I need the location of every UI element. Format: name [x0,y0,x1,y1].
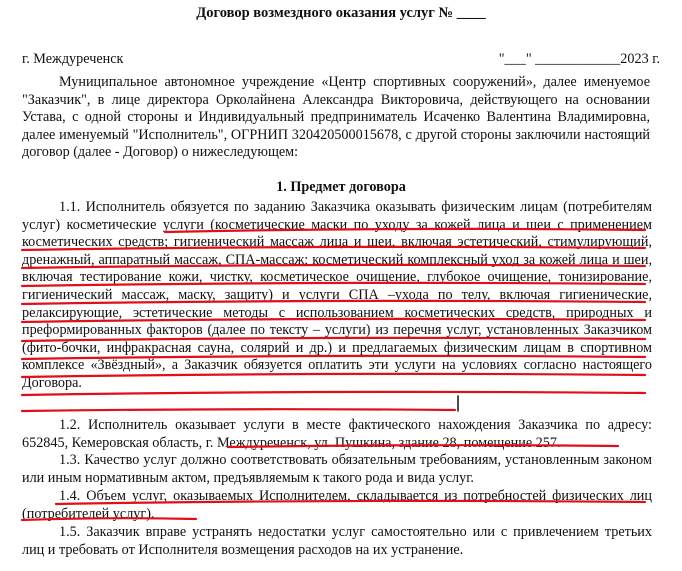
section-heading: 1. Предмет договора [276,179,406,195]
clause-1-2: 1.2. Исполнитель оказывает услуги в месте фактического нахождения Заказчика по адресу: 652845, Кемеровская область, г. Междуреченск, ул. Пушкина, здание 28, помещение 257. [22,417,652,451]
place-date-row [22,51,660,69]
underline-mark [22,409,455,411]
clause-1-3: 1.3. Качество услуг должно соответствовать обязательным требованиям, установленным законом или иным нормативным актом, предъявляемым к такого рода и вида услуг. [22,452,652,486]
document-title: Договор возмездного оказания услуг № ____ [196,5,486,21]
preamble-paragraph: Муниципальное автономное учреждение «Центр спортивных сооружений», далее именуемое "Заказчик", в лице директора Орколайнена Александра Викторовича, действующего на основании Устава, с одной стороны и Индивидуальный предприниматель Исаченко Валентина Владимировна, далее именуемый "Исполнитель", ОГРНИП 320420500015678, с другой стороны заключили настоящий договор (далее - Договор) о нижеследующем: [22,74,650,161]
contract-city: г. Междуреченск [22,51,124,67]
clause-1-5: 1.5. Заказчик вправе устранять недостатки услуг самостоятельно или с привлечением третьих лиц и требовать от Исполнителя возмещения расходов на их устранение. [22,524,652,558]
clause-1-4: 1.4. Объем услуг, оказываемых Исполнителем, складывается из потребностей физических лиц (потребителей услуг). [22,488,652,522]
clause-1-1: 1.1. Исполнитель обязуется по заданию Заказчика оказывать физическим лицам (потребителям услуг) косметические услуги (косметические маски по уходу за кожей лица и шеи с применением косметических средств; гигиенический массаж лица и шеи, включая эстетический, стимулирующий, дренажный, аппаратный массаж, СПА-массаж; косметический комплексный уход за кожей лица и шеи, включая тестирование кожи, чистку, косметическое очищение, глубокое очищение, тонизирование, гигиенический массаж, маску, защиту) и услуги СПА –ухода по телу, включая гигиенические, релаксирующие, эстетические методы с использованием косметических средств, природных и преформированных факторов (далее по тексту – услуги) из перечня услуг, установленных Заказчиком (фито-бочки, инфракрасная сауна, солярий и др.) и предлагаемых физическим лицам в спортивном комплексе «Звёздный», а Заказчик обязуется оплатить эти услуги на условиях согласно настоящего Договора. [22,199,652,391]
contract-date: "___" ____________2023 г. [498,51,660,67]
